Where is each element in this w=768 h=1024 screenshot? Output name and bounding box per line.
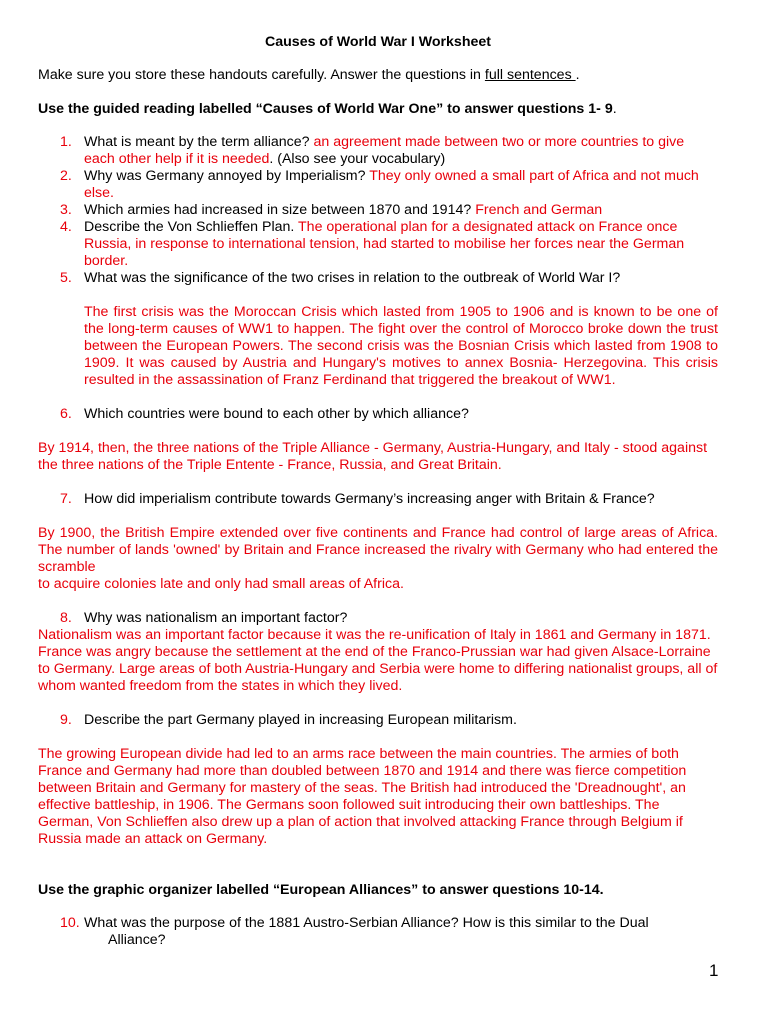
question-number: 4. bbox=[60, 219, 72, 235]
question-text: Why was Germany annoyed by Imperialism? bbox=[84, 168, 370, 184]
question-number: 3. bbox=[60, 202, 72, 218]
question-10 bbox=[38, 915, 718, 949]
intro-text: Make sure you store these handouts carefully. Answer the questions in full sentences . bbox=[38, 67, 580, 83]
answer-text: an agreement made between two or more countries to give each other help if it is needed bbox=[84, 134, 685, 167]
answer-text: French and German bbox=[475, 202, 603, 218]
full-sentences-underline: full sentences bbox=[484, 67, 576, 83]
question-text: What was the purpose of the 1881 Austro-Serbian Alliance? How is this similar to the Dual bbox=[84, 915, 649, 931]
question-2 bbox=[38, 168, 718, 202]
instruction-questions-1-9: Use the guided reading labelled “Causes of World War One” to answer questions 1- 9. bbox=[38, 101, 617, 117]
question-text: Describe the part Germany played in increasing European militarism. bbox=[84, 712, 517, 728]
answer-6: By 1914, then, the three nations of the Triple Alliance - Germany, Austria-Hungary, and Italy - stood against the three nations of the Triple Entente - France, Russia, and Great Britain. bbox=[38, 440, 708, 473]
instruction-questions-10-14: Use the graphic organizer labelled “European Alliances” to answer questions 10-14. bbox=[38, 882, 604, 898]
worksheet-page bbox=[38, 34, 718, 949]
page-number: 1 bbox=[709, 961, 719, 980]
question-7 bbox=[38, 491, 718, 508]
worksheet-title: Causes of World War I Worksheet bbox=[265, 34, 491, 50]
question-text: Which countries were bound to each other by which alliance? bbox=[84, 406, 469, 422]
question-number: 8. bbox=[60, 610, 72, 626]
question-text: How did imperialism contribute towards Germany’s increasing anger with Britain & France? bbox=[84, 491, 655, 507]
question-number: 1. bbox=[60, 134, 72, 150]
question-5 bbox=[38, 270, 718, 287]
question-text: Which armies had increased in size between 1870 and 1914? bbox=[84, 202, 476, 218]
question-1: 1. What is meant by the term alliance? an agreement made between two or more countries to give each other help if it is needed. (Also see your vocabulary) bbox=[60, 134, 685, 167]
question-number: 7. bbox=[60, 491, 72, 507]
question-6 bbox=[38, 406, 718, 423]
question-text: What was the significance of the two crises in relation to the outbreak of World War I? bbox=[84, 270, 621, 286]
question-3 bbox=[38, 202, 718, 219]
question-text: Why was nationalism an important factor? bbox=[84, 610, 348, 626]
question-number: 2. bbox=[60, 168, 72, 184]
answer-7-part-2: to acquire colonies late and only had small areas of Africa. bbox=[38, 576, 404, 592]
question-number: 10. bbox=[60, 915, 80, 931]
question-number: 6. bbox=[60, 406, 72, 422]
answer-8: Nationalism was an important factor because it was the re-unification of Italy in 1861 and Germany in 1871. France was angry because the settlement at the end of the Franco-Prussian war had given Alsace-Lorraine to Germany. Large areas of both Austria-Hungary and Serbia were home to differing nationalist groups, all of whom wanted freedom from the states in which they lived. bbox=[38, 627, 718, 694]
question-9 bbox=[38, 712, 718, 729]
question-number: 5. bbox=[60, 270, 72, 286]
answer-9: The growing European divide had led to an arms race between the main countries. The armies of both France and Germany had more than doubled between 1870 and 1914 and there was fierce competition between Britain and Germany for mastery of the seas. The British had introduced the 'Dreadnought', an effective battleship, in 1906. The Germans soon followed suit introducing their own battleships. The German, Von Schlieffen also drew up a plan of action that involved attacking France through Belgium if Russia made an attack on Germany. bbox=[38, 746, 687, 847]
question-text: Describe the Von Schlieffen Plan. bbox=[84, 219, 299, 235]
question-text-continued: Alliance? bbox=[108, 932, 166, 948]
question-number: 9. bbox=[60, 712, 72, 728]
answer-text: They only owned a small part of Africa and not much else. bbox=[84, 168, 699, 201]
answer-5: The first crisis was the Moroccan Crisis which lasted from 1905 to 1906 and is known to be one of the long-term causes of WW1 to happen. The fight over the control of Morocco broke down the trust between the European Powers. The second crisis was the Bosnian Crisis which lasted from 1908 to 1909. It was caused by Austria and Hungary's motives to annex Bosnia- Herzegovina. This crisis resulted in the assassination of Franz Ferdinand that triggered the breakout of WW1. bbox=[84, 304, 718, 388]
question-8 bbox=[38, 610, 718, 627]
answer-text: The operational plan for a designated attack on France once Russia, in response to international tension, had started to mobilise her forces near the German border. bbox=[84, 219, 685, 269]
answer-7-part-1: By 1900, the British Empire extended over five continents and France had control of large areas of Africa. The number of lands 'owned' by Britain and France increased the rivalry with Germany who had entered the scramble bbox=[38, 525, 718, 575]
question-4 bbox=[38, 219, 718, 270]
question-text: What is meant by the term alliance? bbox=[84, 134, 314, 150]
